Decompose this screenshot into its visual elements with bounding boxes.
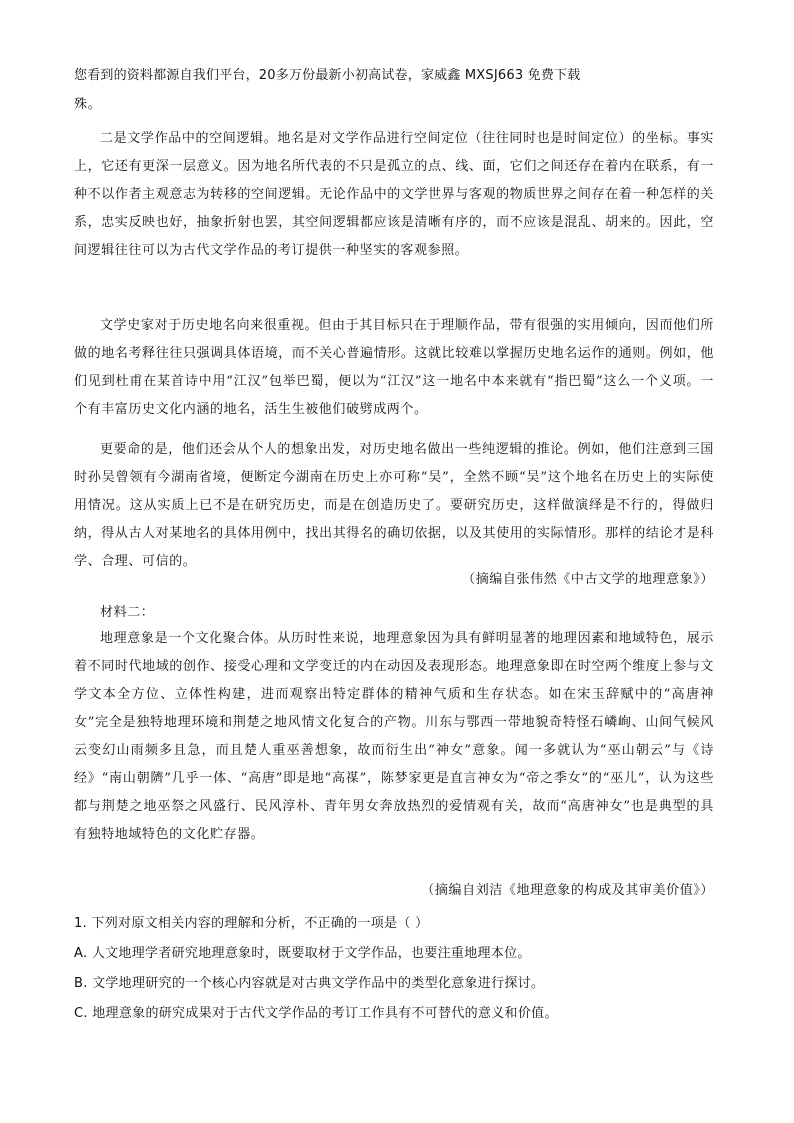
source-citation-1: （摘编自张伟然《中古文学的地理意象》） [462,572,714,587]
paragraph-deduction: 更要命的是，他们还会从个人的想象出发，对历史地名做出一些纯逻辑的推论。例如，他们注意到三国时孙吴曾领有今湖南省境，便断定今湖南在历史上亦可称“吴”，全然不顾“吴”这个地名在历史上的实际使用情况。这从实质上已不是在研究历史，而是在创造历史了。要研究历史，这样做演绎是不行的，得做归纳，得从古人对某地名的具体用例中，找出其得名的确切依据，以及其使用的实际情形。那样的结论才是科学、合理、可信的。 [74,442,714,569]
question-stem: 1. 下列对原文相关内容的理解和分析，不正确的一项是（ ） [74,916,429,931]
fragment-text: 殊。 [74,97,102,112]
question-option-c: C. 地理意象的研究成果对于古代文学作品的考订工作具有不可替代的意义和价值。 [74,1006,558,1021]
paragraph-historians: 文学史家对于历史地名向来很重视。但由于其目标只在于理顺作品，带有很强的实用倾向，因而他们所做的地名考释往往只强调具体语境，而不关心普遍情形。这就比较难以掌握历史地名运作的通则。例如，他们见到杜甫在某首诗中用“江汉”包举巴蜀，便以为“江汉”这一地名中本来就有“指巴蜀”这么一个义项。一个有丰富历史文化内涵的地名，活生生被他们破劈成两个。 [74,318,714,417]
paragraph-spatial-logic: 二是文学作品中的空间逻辑。地名是对文学作品进行空间定位（往往同时也是时间定位）的坐标。事实上，它还有更深一层意义。因为地名所代表的不只是孤立的点、线、面，它们之间还存在着内在联系，有一种不以作者主观意志为转移的空间逻辑。无论作品中的文学世界与客观的物质世界之间存在着一种怎样的关系，忠实反映也好，抽象折射也罢，其空间逻辑都应该是清晰有序的，而不应该是混乱、胡来的。因此，空间逻辑往往可以为古代文学作品的考订提供一种坚实的客观参照。 [74,131,714,258]
question-option-b: B. 文学地理研究的一个核心内容就是对古典文学作品中的类型化意象进行探讨。 [74,976,545,991]
question-option-a: A. 人文地理学者研究地理意象时，既要取材于文学作品，也要注重地理本位。 [74,946,531,961]
page-header: 您看到的资料都源自我们平台，20多万份最新小初高试卷，家威鑫 MXSJ663 免费下载 [74,68,581,83]
material-2-paragraph: 地理意象是一个文化聚合体。从历时性来说，地理意象因为具有鲜明显著的地理因素和地域特色，展示着不同时代地域的创作、接受心理和文学变迁的内在动因及表现形态。地理意象即在时空两个维度上参与文学文本全方位、立体性构建，进而观察出特定群体的精神气质和生存状态。如在宋玉辞赋中的“高唐神女”完全是独特地理环境和荆楚之地风情文化复合的产物。川东与鄂西一带地貌奇特怪石嶙峋、山间气候风云变幻山雨频多且急，而且楚人重巫善想象，故而衍生出“神女”意象。闻一多就认为“巫山朝云”与《诗经》“南山朝隮”几乎一体、“高唐”即是地“高禖”，陈梦家更是直言神女为“帝之季女”的“巫儿”，认为这些都与荆楚之地巫祭之风盛行、民风淳朴、青年男女奔放热烈的爱情观有关，故而“高唐神女”也是典型的具有独特地域特色的文化贮存器。 [74,631,714,842]
material-2-label: 材料二： [100,605,155,620]
source-citation-2: （摘编自刘洁《地理意象的构成及其审美价值》） [421,883,714,898]
